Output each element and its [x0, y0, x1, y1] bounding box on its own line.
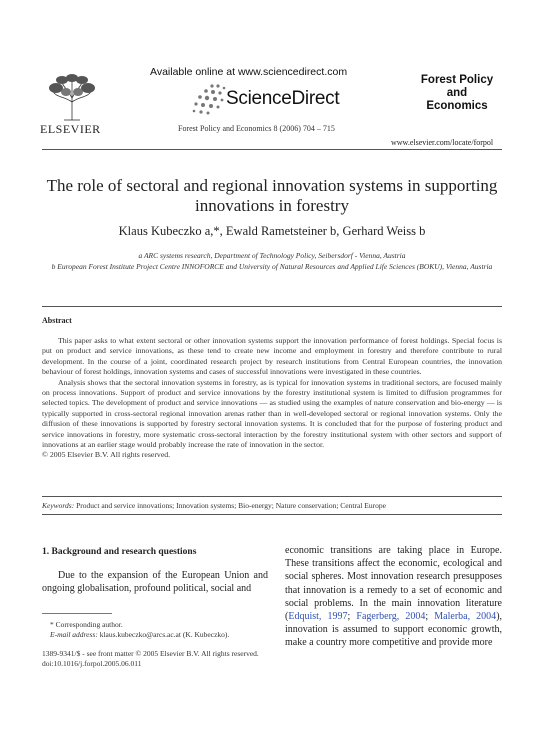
journal-url[interactable]: www.elsevier.com/locate/forpol — [391, 138, 494, 147]
abstract-paragraph-1: This paper asks to what extent sectoral or other innovation systems support the innovation performance of forest holdings. Special focus is put on product and service innovations, as these tend to create new income and employment in forestry and therefore contribute to rural development. In the course of a joint, coordinated research project by research institutions from Central European countries, the innovation behaviour of forest holdings, innovation systems and cases of successful innovations were investigated in these countries. — [42, 336, 502, 377]
section-heading: 1. Background and research questions — [42, 547, 197, 557]
body-text: economic transitions are taking place in Europe. These transitions affect the economic, ecological and social spheres. Most innovation research presupposes that innovation is a remedy to a set of economic and social problems. In the main innovation literature ( — [285, 545, 502, 623]
citation-separator: ; — [425, 611, 435, 623]
available-online-text: Available online at www.sciencedirect.com — [150, 66, 348, 78]
body-text: ), innovation is assumed to support economic growth, make a country more competitive and provide more — [285, 611, 503, 649]
elsevier-tree-icon — [42, 72, 102, 122]
corresponding-author-note: * Corresponding author. — [50, 620, 123, 629]
affiliation-b: b European Forest Institute Project Centre INNOFORCE and University of Natural Resources and Applied Life Sciences (BOKU), Vienna, Austria — [51, 262, 493, 271]
issn-line: 1389-9341/$ - see front matter © 2005 Elsevier B.V. All rights reserved. — [42, 649, 259, 658]
journal-reference: Forest Policy and Economics 8 (2006) 704 – 715 — [178, 124, 335, 133]
journal-logo-line-3: Economics — [426, 100, 488, 112]
body-paragraph-right — [285, 544, 502, 650]
keywords-list: Product and service innovations; Innovation systems; Bio-energy; Nature conservation; Central Europe — [76, 501, 386, 510]
abstract-body — [42, 336, 502, 461]
affiliation-a: a ARC systems research, Department of Technology Policy, Seibersdorf - Vienna, Austria — [138, 251, 406, 260]
footnote — [50, 620, 229, 640]
citation-malerba[interactable]: Malerba, 2004 — [434, 611, 497, 623]
sciencedirect-wordmark: ScienceDirect — [226, 88, 340, 109]
journal-logo — [407, 74, 507, 126]
email-address[interactable]: klaus.kubeczko@arcs.ac.at (K. Kubeczko). — [99, 630, 230, 639]
abstract-heading: Abstract — [42, 316, 72, 325]
abstract-paragraph-2: Analysis shows that the sectoral innovation systems in forestry, as is typical for innovation systems in traditional sectors, are focused mainly on process innovations. Support of product and service innovations by the forestry institutional system is limited to diffusion programmes for selected topics. The development of product and service innovations — as studied using the examples of nature conservation and bio-energy — is typically supported in cross-sectoral regional innovation arenas rather than in well-developed sectoral or regional innovation systems. Only the diffusion of these innovations is supported by forestry sectoral innovation systems. It is concluded that for the purpose of fostering product and service innovations in forestry, more systematic cross-sectoral interaction by the forestry institutional system with other sectors and support of innovations at an earlier stage would probably increase the rate of innovation in the sector. — [42, 377, 502, 450]
doi-line[interactable]: doi:10.1016/j.forpol.2005.06.011 — [42, 659, 142, 668]
sciencedirect-dots-icon — [188, 82, 228, 118]
email-line — [50, 630, 229, 640]
header-divider — [42, 149, 502, 150]
keywords-top-divider — [42, 496, 502, 497]
article-authors: Klaus Kubeczko a,*, Ewald Rametsteiner b, Gerhard Weiss b — [118, 224, 426, 238]
journal-logo-line-2: and — [446, 87, 468, 99]
keywords — [42, 501, 502, 510]
email-label: E-mail address: — [50, 630, 98, 639]
keywords-bottom-divider — [42, 514, 502, 515]
abstract-top-divider — [42, 306, 502, 307]
keywords-label: Keywords: — [42, 501, 75, 510]
journal-logo-line-1: Forest Policy — [420, 74, 494, 86]
citation-edquist[interactable]: Edquist, 1997 — [288, 611, 348, 623]
abstract-copyright: © 2005 Elsevier B.V. All rights reserved. — [42, 450, 171, 460]
body-column-right — [285, 544, 502, 650]
sciencedirect-logo — [186, 80, 346, 120]
elsevier-wordmark: ELSEVIER — [40, 122, 101, 136]
article-title: The role of sectoral and regional innovation systems in supporting innovations in forestry — [46, 176, 498, 215]
footnote-divider — [42, 613, 112, 614]
issn-doi-block — [42, 649, 259, 669]
body-paragraph-left: Due to the expansion of the European Union and ongoing globalisation, profound political, social and — [42, 570, 268, 595]
citation-separator: ; — [347, 611, 357, 623]
body-column-left — [42, 569, 268, 595]
citation-fagerberg[interactable]: Fagerberg, 2004 — [356, 611, 426, 623]
